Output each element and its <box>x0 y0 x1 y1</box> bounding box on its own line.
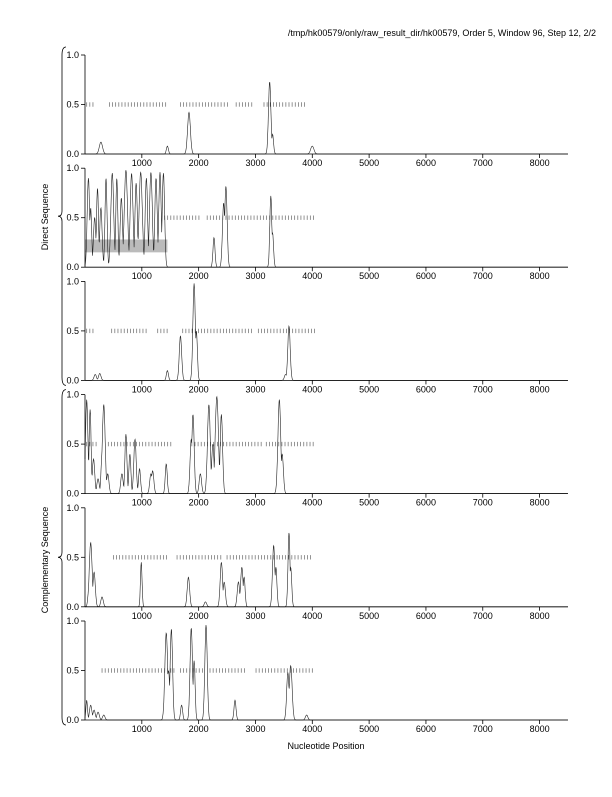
x-tick-label: 7000 <box>472 158 493 168</box>
x-tick-label: 2000 <box>188 724 209 734</box>
x-tick-label: 5000 <box>359 158 380 168</box>
x-tick-label: 5000 <box>359 497 380 508</box>
panel-2 <box>66 163 568 281</box>
shaded-region <box>85 239 167 252</box>
x-tick-label: 7000 <box>472 724 493 734</box>
x-tick-label: 3000 <box>245 271 266 282</box>
y-tick-label: 0.0 <box>66 488 79 499</box>
group-label-direct: Direct Sequence <box>40 183 50 251</box>
x-tick-label: 3000 <box>245 158 266 168</box>
x-tick-label: 6000 <box>415 158 436 168</box>
panel-5 <box>66 503 568 621</box>
x-tick-label: 7000 <box>472 271 493 282</box>
x-tick-label: 4000 <box>302 497 323 508</box>
x-tick-label: 1000 <box>131 271 152 282</box>
x-tick-label: 7000 <box>472 497 493 508</box>
x-tick-label: 4000 <box>302 610 323 621</box>
y-tick-label: 0.5 <box>66 212 79 223</box>
y-tick-label: 0.0 <box>66 262 79 273</box>
y-tick-label: 0.5 <box>66 552 79 563</box>
x-tick-label: 1000 <box>131 384 152 395</box>
x-tick-label: 6000 <box>415 271 436 282</box>
panel-3 <box>66 276 568 394</box>
x-tick-label: 2000 <box>188 497 209 508</box>
probability-trace <box>85 397 568 494</box>
x-tick-label: 6000 <box>415 497 436 508</box>
brace-direct <box>58 47 66 385</box>
y-tick-label: 0.0 <box>66 149 79 159</box>
y-tick-label: 0.0 <box>66 375 79 386</box>
y-tick-label: 1.0 <box>66 50 79 60</box>
y-tick-label: 0.0 <box>66 715 79 725</box>
x-tick-label: 3000 <box>245 610 266 621</box>
x-tick-label: 2000 <box>188 271 209 282</box>
panel-4 <box>66 390 568 508</box>
probability-trace <box>85 625 568 720</box>
probability-trace <box>85 170 568 267</box>
x-tick-label: 3000 <box>245 497 266 508</box>
x-tick-label: 2000 <box>188 610 209 621</box>
panel-1 <box>66 50 568 168</box>
x-tick-label: 5000 <box>359 384 380 395</box>
panel-6 <box>66 616 568 734</box>
x-tick-label: 1000 <box>131 610 152 621</box>
x-tick-label: 8000 <box>529 384 550 395</box>
x-tick-label: 6000 <box>415 384 436 395</box>
x-tick-label: 5000 <box>359 610 380 621</box>
x-tick-label: 5000 <box>359 724 380 734</box>
x-tick-label: 8000 <box>529 610 550 621</box>
group-label-complementary: Complementary Sequence <box>40 506 50 614</box>
x-tick-label: 4000 <box>302 158 323 168</box>
probability-trace <box>85 82 568 154</box>
x-tick-label: 2000 <box>188 384 209 395</box>
x-tick-label: 6000 <box>415 724 436 734</box>
x-tick-label: 1000 <box>131 497 152 508</box>
x-tick-label: 4000 <box>302 384 323 395</box>
x-tick-label: 4000 <box>302 724 323 734</box>
x-tick-label: 8000 <box>529 271 550 282</box>
x-tick-label: 2000 <box>188 158 209 168</box>
y-tick-label: 1.0 <box>66 389 79 400</box>
probability-trace <box>85 533 568 607</box>
y-tick-label: 0.5 <box>66 439 79 450</box>
x-tick-label: 7000 <box>472 384 493 395</box>
y-tick-label: 1.0 <box>66 163 79 174</box>
panels <box>66 50 568 734</box>
y-tick-label: 1.0 <box>66 616 79 626</box>
y-tick-label: 0.0 <box>66 601 79 612</box>
y-tick-label: 0.5 <box>66 665 79 676</box>
x-tick-label: 8000 <box>529 158 550 168</box>
y-tick-label: 1.0 <box>66 502 79 513</box>
x-tick-label: 3000 <box>245 384 266 395</box>
page-title: /tmp/hk00579/only/raw_result_dir/hk00579, Order 5, Window 96, Step 12, 2/2 <box>287 28 596 38</box>
x-tick-label: 7000 <box>472 610 493 621</box>
x-tick-label: 8000 <box>529 497 550 508</box>
group-braces <box>58 47 66 725</box>
x-tick-label: 5000 <box>359 271 380 282</box>
y-tick-label: 0.5 <box>66 325 79 336</box>
brace-complementary <box>58 390 66 725</box>
x-tick-label: 1000 <box>131 158 152 168</box>
x-tick-label: 6000 <box>415 610 436 621</box>
x-tick-label: 3000 <box>245 724 266 734</box>
y-tick-label: 0.5 <box>66 99 79 110</box>
x-axis-label: Nucleotide Position <box>287 741 365 751</box>
x-tick-label: 1000 <box>131 724 152 734</box>
x-tick-label: 4000 <box>302 271 323 282</box>
x-tick-label: 8000 <box>529 724 550 734</box>
y-tick-label: 1.0 <box>66 276 79 287</box>
